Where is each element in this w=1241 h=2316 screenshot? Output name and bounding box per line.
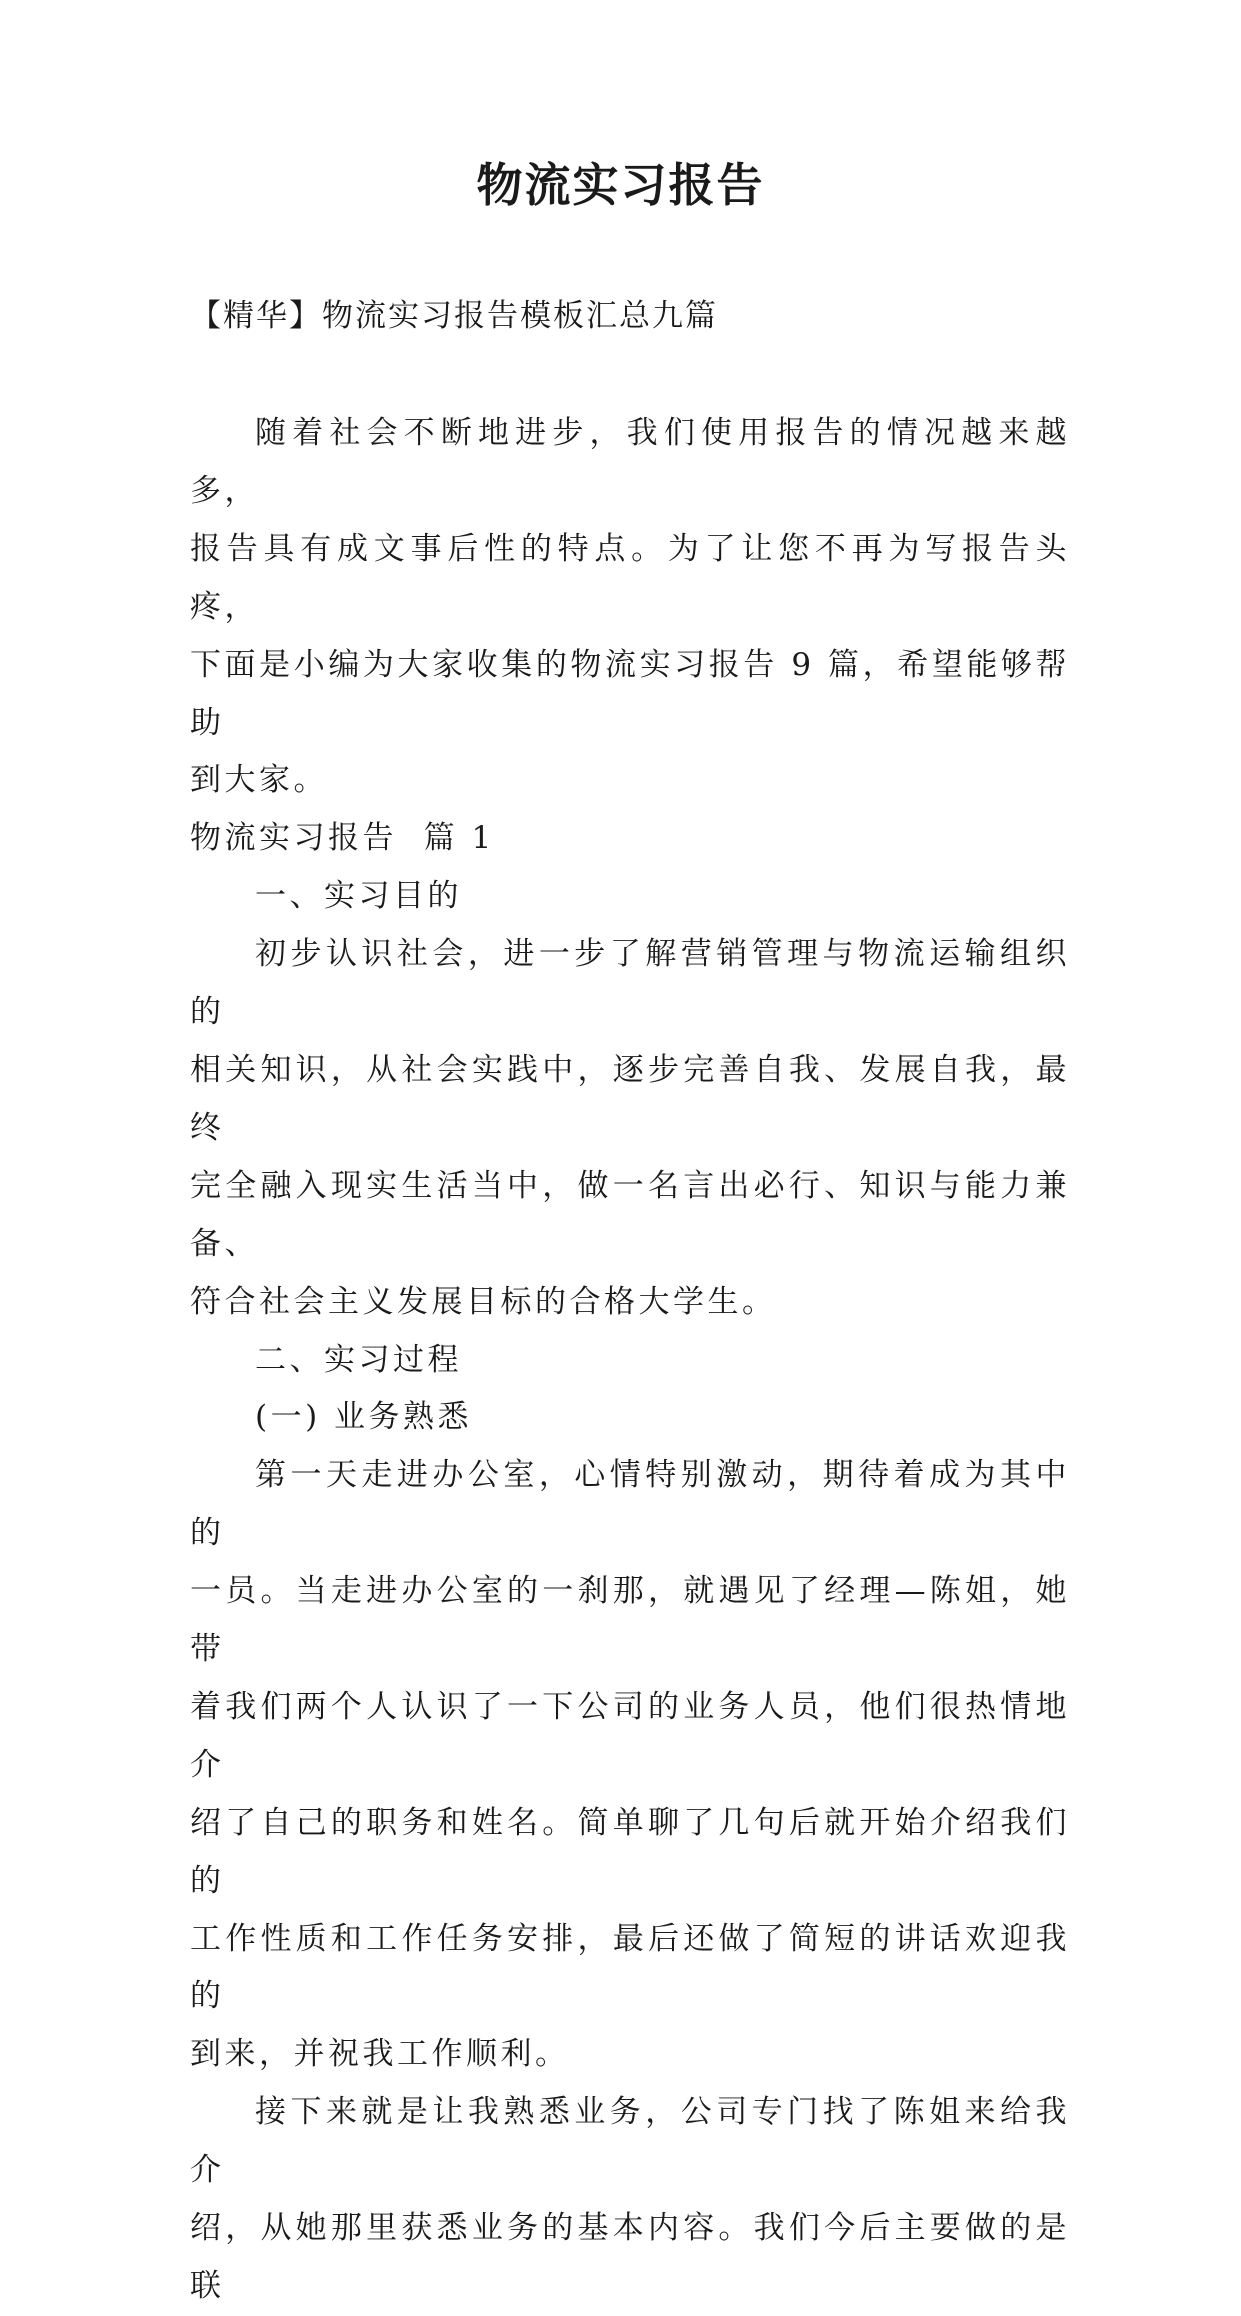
next-line: 绍，从她那里获悉业务的基本内容。我们今后主要做的是联	[190, 2210, 1070, 2304]
section-heading: 物流实习报告 篇 1	[190, 820, 495, 857]
day1-line: 工作性质和工作任务安排，最后还做了简短的讲话欢迎我的	[190, 1920, 1070, 2015]
intro-line: 随着社会不断地进步，我们使用报告的情况越来越多，	[190, 415, 1070, 509]
heading-process: 二、实习过程	[255, 1341, 462, 1378]
day1-line: 第一天走进办公室，心情特别激动，期待着成为其中的	[190, 1457, 1070, 1552]
document-title: 物流实习报告	[476, 158, 765, 212]
next-line: 接下来就是让我熟悉业务，公司专门找了陈姐来给我介	[190, 2094, 1070, 2189]
intro-line: 到大家。	[190, 762, 328, 799]
day1-line: 一员。当走进办公室的一刹那，就遇见了经理—陈姐，她带	[190, 1573, 1070, 1668]
intro-line: 报告具有成文事后性的特点。为了让您不再为写报告头疼，	[190, 530, 1070, 625]
purpose-line: 符合社会主义发展目标的合格大学生。	[190, 1283, 777, 1320]
intro-line: 下面是小编为大家收集的物流实习报告 9 篇，希望能够帮助	[190, 646, 1070, 741]
heading-purpose: 一、实习目的	[255, 878, 462, 915]
purpose-line: 相关知识，从社会实践中，逐步完善自我、发展自我，最终	[190, 1051, 1070, 1146]
day1-line: 到来，并祝我工作顺利。	[190, 2036, 570, 2073]
document-subtitle: 【精华】物流实习报告模板汇总九篇	[190, 298, 718, 334]
document-body	[190, 405, 1070, 2316]
purpose-line: 初步认识社会，进一步了解营销管理与物流运输组织的	[190, 936, 1070, 1031]
day1-line: 着我们两个人认识了一下公司的业务人员，他们很热情地介	[190, 1688, 1070, 1783]
day1-line: 绍了自己的职务和姓名。简单聊了几句后就开始介绍我们的	[190, 1804, 1070, 1899]
heading-business-familiarization: (一) 业务熟悉	[255, 1399, 473, 1436]
purpose-line: 完全融入现实生活当中，做一名言出必行、知识与能力兼备、	[190, 1167, 1070, 1262]
